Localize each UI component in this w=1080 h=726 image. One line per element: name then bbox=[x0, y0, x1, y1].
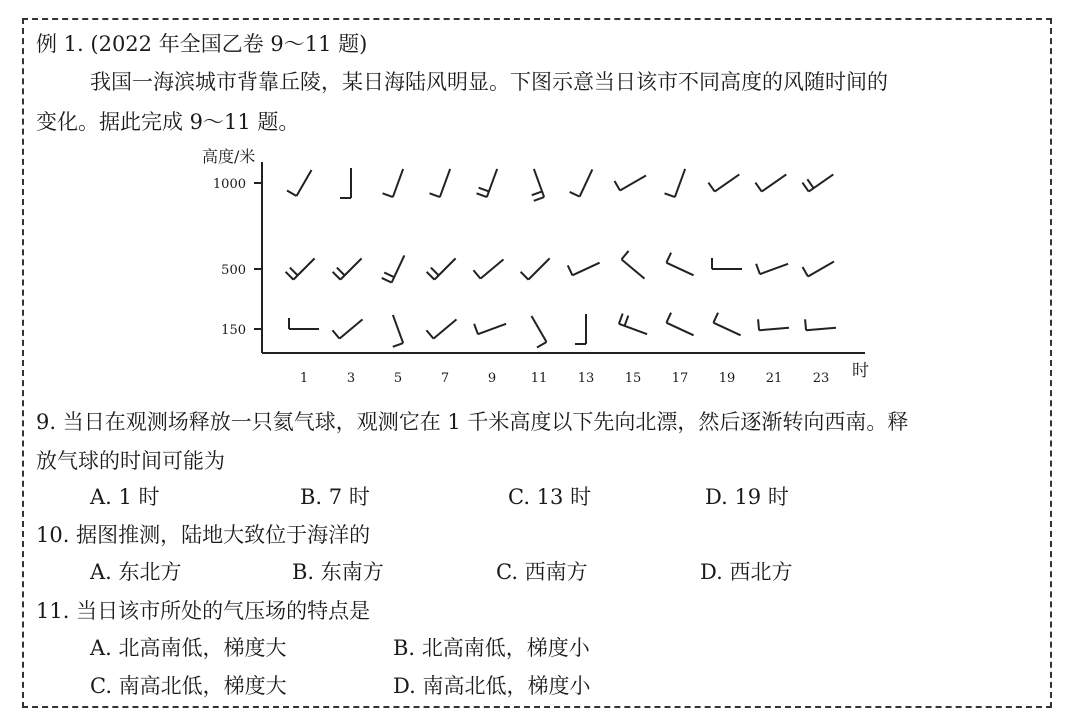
wind-barb bbox=[383, 169, 404, 197]
wind-barb bbox=[477, 169, 498, 197]
intro-line-2: 变化。据此完成 9～11 题。 bbox=[36, 110, 300, 134]
x-tick-label: 15 bbox=[624, 371, 642, 386]
wind-barb bbox=[802, 174, 833, 191]
wind-barb bbox=[473, 259, 503, 278]
x-tick-label: 19 bbox=[718, 371, 736, 386]
q11-option-d[interactable]: D. 南高北低，梯度小 bbox=[393, 674, 591, 698]
wind-barb bbox=[805, 319, 836, 330]
q11-option-c[interactable]: C. 南高北低，梯度大 bbox=[90, 674, 287, 698]
wind-barb bbox=[521, 258, 550, 279]
x-tick-label: 17 bbox=[671, 371, 689, 386]
wind-barb bbox=[474, 324, 506, 334]
y-axis-label: 高度/米 bbox=[202, 147, 256, 166]
wind-barb bbox=[622, 251, 645, 279]
x-tick-label: 7 bbox=[440, 371, 450, 386]
wind-barb bbox=[426, 319, 456, 338]
wind-barb-chart bbox=[180, 140, 900, 390]
wind-barb bbox=[532, 316, 547, 347]
q11-option-b[interactable]: B. 北高南低，梯度小 bbox=[393, 636, 590, 660]
q9-option-d[interactable]: D. 19 时 bbox=[705, 485, 789, 509]
wind-barb bbox=[619, 314, 647, 335]
y-tick-label: 150 bbox=[221, 323, 246, 338]
wind-barb bbox=[570, 169, 593, 196]
wind-barb bbox=[755, 174, 786, 191]
wind-barb bbox=[615, 176, 646, 191]
wind-barb bbox=[430, 169, 451, 197]
wind-barb bbox=[289, 318, 319, 329]
y-tick-label: 1000 bbox=[212, 177, 246, 192]
wind-barb bbox=[332, 319, 362, 338]
wind-barb bbox=[393, 315, 403, 347]
x-axis-label: 时 bbox=[852, 361, 869, 381]
wind-barb bbox=[756, 264, 788, 274]
x-tick-label: 23 bbox=[812, 371, 830, 386]
wind-barb bbox=[333, 258, 362, 279]
intro-line-1: 我国一海滨城市背靠丘陵，某日海陆风明显。下图示意当日该市不同高度的风随时间的 bbox=[90, 70, 888, 94]
q11-option-a[interactable]: A. 北高南低，梯度大 bbox=[90, 636, 287, 660]
q9-option-b[interactable]: B. 7 时 bbox=[300, 485, 370, 509]
wind-barb bbox=[758, 319, 789, 330]
q10-option-d[interactable]: D. 西北方 bbox=[700, 560, 793, 584]
x-tick-label: 11 bbox=[530, 371, 548, 386]
wind-barb bbox=[712, 258, 742, 269]
q11-stem: 11. 当日该市所处的气压场的特点是 bbox=[36, 599, 371, 623]
wind-barb bbox=[382, 255, 405, 282]
wind-barb bbox=[803, 262, 834, 277]
x-tick-label: 5 bbox=[393, 371, 403, 386]
q9-stem-1: 9. 当日在观测场释放一只氦气球，观测它在 1 千米高度以下先向北漂，然后逐渐转向西南。释 bbox=[36, 410, 909, 434]
wind-barb bbox=[575, 314, 586, 344]
wind-barb bbox=[666, 313, 693, 336]
q10-stem: 10. 据图推测，陆地大致位于海洋的 bbox=[36, 523, 371, 547]
x-tick-label: 21 bbox=[765, 371, 783, 386]
x-tick-label: 9 bbox=[487, 371, 497, 386]
wind-barb bbox=[713, 313, 740, 336]
wind-barb bbox=[666, 253, 693, 276]
q9-stem-2: 放气球的时间可能为 bbox=[36, 449, 225, 473]
wind-barb bbox=[340, 168, 351, 198]
q10-option-c[interactable]: C. 西南方 bbox=[496, 560, 588, 584]
wind-barb bbox=[665, 169, 686, 197]
wind-barb bbox=[287, 170, 312, 196]
wind-barb bbox=[427, 258, 456, 279]
header: 例 1. (2022 年全国乙卷 9～11 题) bbox=[36, 32, 368, 56]
x-tick-label: 1 bbox=[299, 371, 309, 386]
q9-option-a[interactable]: A. 1 时 bbox=[90, 485, 160, 509]
q10-option-a[interactable]: A. 东北方 bbox=[90, 560, 182, 584]
x-tick-label: 3 bbox=[346, 371, 356, 386]
wind-barb bbox=[568, 263, 600, 276]
wind-barb bbox=[532, 169, 544, 201]
q9-option-c[interactable]: C. 13 时 bbox=[508, 485, 592, 509]
wind-barb bbox=[708, 174, 739, 191]
x-tick-label: 13 bbox=[577, 371, 595, 386]
q10-option-b[interactable]: B. 东南方 bbox=[292, 560, 384, 584]
wind-barb bbox=[286, 258, 315, 279]
y-tick-label: 500 bbox=[221, 263, 246, 278]
